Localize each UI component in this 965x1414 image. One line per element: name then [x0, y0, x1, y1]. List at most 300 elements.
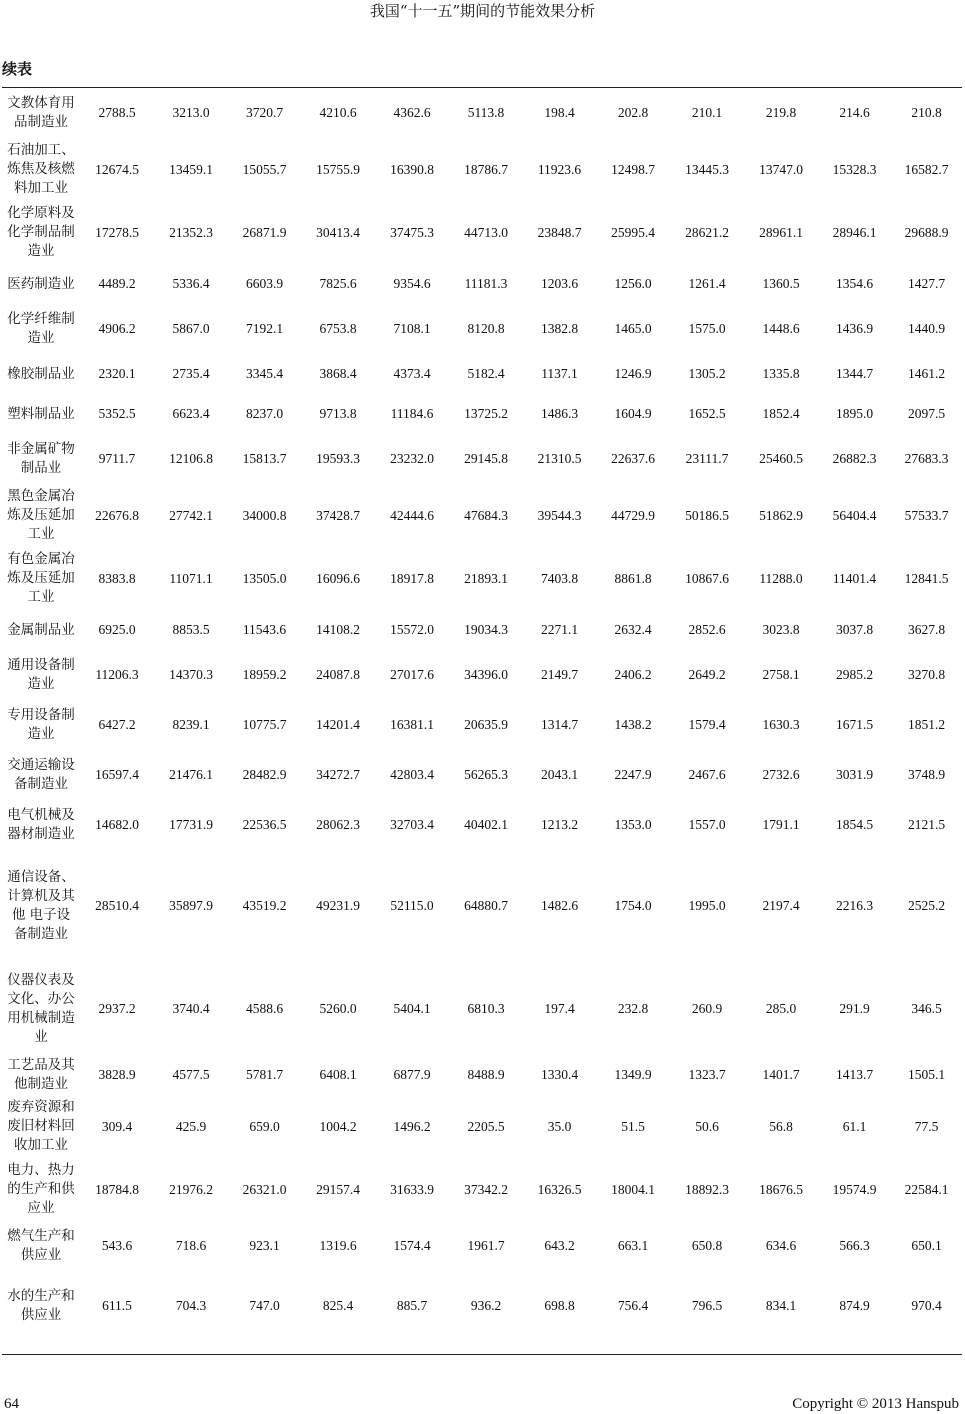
table-cell: 13747.0: [759, 161, 803, 177]
page-number: 64: [4, 1396, 19, 1412]
row-label-line: 制品业: [20, 460, 62, 476]
table-cell: 7403.8: [540, 570, 579, 586]
table-cell: 27683.3: [904, 451, 949, 466]
row-label-line: 造业: [27, 726, 55, 742]
table-cell: 1137.1: [541, 366, 578, 381]
table-cell: 37475.3: [390, 224, 434, 240]
row-label-line: 炼及压延加: [7, 570, 75, 586]
table-cell: 1354.6: [835, 276, 874, 291]
row-label: [2, 962, 80, 1055]
table-cell: 7108.1: [393, 321, 431, 336]
table-cell: 1895.0: [835, 406, 874, 421]
table-cell: 25995.4: [611, 224, 655, 240]
table-cell: 15813.7: [242, 451, 287, 466]
table-cell: 19574.9: [832, 1181, 877, 1197]
row-label: [2, 138, 80, 201]
table-row: [2, 264, 962, 304]
table-cell: 285.0: [765, 1000, 797, 1016]
table-cell: 8120.8: [467, 321, 505, 336]
table-cell: 202.8: [617, 105, 649, 120]
table-cell: 1438.2: [614, 717, 652, 732]
table-cell: 3213.0: [172, 105, 210, 120]
table-row: [2, 547, 962, 610]
table-cell: 1465.0: [614, 321, 652, 336]
row-label-line: 造业: [27, 330, 55, 346]
table-cell: 5867.0: [172, 321, 210, 336]
table-cell: 28961.1: [759, 224, 803, 240]
table-cell: 8239.1: [172, 717, 210, 732]
row-label: [2, 354, 80, 394]
table-cell: 12841.5: [904, 570, 949, 586]
table-cell: 874.9: [839, 1298, 870, 1313]
table-row: [2, 850, 962, 962]
row-label-line: 工艺品及其: [7, 1057, 75, 1073]
table-cell: 34000.8: [242, 507, 287, 523]
table-cell: 704.3: [175, 1298, 207, 1313]
table-cell: 18892.3: [685, 1181, 729, 1197]
row-label: [2, 547, 80, 610]
table-row: [2, 394, 962, 434]
table-cell: 5113.8: [467, 105, 505, 120]
table-cell: 4373.4: [393, 366, 431, 381]
table-cell: 1427.7: [907, 276, 946, 291]
table-cell: 2735.4: [172, 366, 210, 381]
table-cell: 21310.5: [537, 451, 582, 466]
row-label-line: 专用设备制: [7, 707, 75, 723]
table-cell: 1496.2: [393, 1118, 431, 1134]
table-cell: 22637.6: [611, 451, 655, 466]
table-cell: 11288.0: [759, 570, 803, 586]
table-cell: 57533.7: [904, 507, 949, 523]
table-cell: 18784.8: [95, 1181, 139, 1197]
table-cell: 1961.7: [467, 1238, 505, 1253]
table-cell: 15328.3: [832, 161, 877, 177]
table-cell: 26871.9: [242, 224, 287, 240]
table-cell: 50186.5: [685, 507, 729, 523]
table-cell: 13459.1: [169, 161, 213, 177]
table-cell: 25460.5: [759, 451, 803, 466]
table-cell: 2406.2: [614, 667, 652, 682]
row-label-line: 工业: [27, 526, 55, 542]
table-cell: 50.6: [695, 1118, 719, 1134]
table-cell: 9354.6: [393, 276, 431, 291]
table-cell: 5336.4: [172, 276, 210, 291]
table-cell: 834.1: [765, 1298, 797, 1313]
table-cell: 56265.3: [464, 767, 508, 782]
table-cell: 1323.7: [688, 1067, 726, 1082]
table-cell: 11923.6: [537, 161, 582, 177]
table-cell: 796.5: [691, 1298, 723, 1313]
row-label: [2, 800, 80, 850]
table-cell: 210.1: [691, 105, 723, 120]
table-cell: 47684.3: [464, 507, 508, 523]
table-cell: 28062.3: [316, 817, 360, 832]
table-cell: 2216.3: [835, 898, 874, 913]
table-cell: 1353.0: [614, 817, 652, 832]
row-label-line: 造业: [27, 676, 55, 692]
table-cell: 1349.9: [614, 1067, 652, 1082]
table-cell: 17278.5: [95, 224, 139, 240]
table-cell: 11206.3: [95, 667, 139, 682]
table-cell: 1246.9: [614, 366, 652, 381]
row-label: [2, 750, 80, 800]
table-cell: 18917.8: [390, 570, 434, 586]
row-label-line: 黑色金属冶: [7, 488, 75, 504]
table-cell: 3627.8: [907, 622, 946, 637]
table-cell: 1319.6: [319, 1238, 357, 1253]
table-row: [2, 354, 962, 394]
row-label-line: 备制造业: [14, 776, 68, 792]
row-label-line: 化学纤维制: [7, 311, 75, 327]
table-cell: 3740.4: [172, 1000, 210, 1016]
table-cell: 4577.5: [172, 1067, 210, 1082]
table-cell: 11181.3: [464, 276, 508, 291]
table-cell: 22584.1: [904, 1181, 949, 1197]
table-cell: 5260.0: [319, 1000, 357, 1016]
table-cell: 2121.5: [907, 817, 946, 832]
table-row: [2, 962, 962, 1055]
table-cell: 6753.8: [319, 321, 357, 336]
table-cell: 43519.2: [242, 898, 287, 913]
table-cell: 21476.1: [169, 767, 213, 782]
table-cell: 1382.8: [540, 321, 579, 336]
table-cell: 885.7: [396, 1298, 428, 1313]
table-cell: 566.3: [839, 1238, 870, 1253]
table-cell: 23232.0: [390, 451, 434, 466]
running-header-title: 我国“十一五”期间的节能效果分析: [369, 2, 596, 20]
table-cell: 718.6: [175, 1238, 207, 1253]
row-label: [2, 1095, 80, 1158]
row-label-line: 炼及压延加: [7, 507, 75, 523]
table-cell: 23111.7: [685, 451, 729, 466]
row-label-line: 金属制品业: [7, 621, 75, 638]
table-cell: 1314.7: [540, 717, 579, 732]
table-cell: 7825.6: [319, 276, 357, 291]
table-cell: 4210.6: [319, 105, 357, 120]
table-row: [2, 700, 962, 750]
table-cell: 2197.4: [762, 898, 800, 913]
table-cell: 1575.0: [688, 321, 726, 336]
table-cell: 8861.8: [614, 570, 652, 586]
table-cell: 2247.9: [614, 767, 652, 782]
table-cell: 1360.5: [762, 276, 800, 291]
table-cell: 2732.6: [762, 767, 800, 782]
table-cell: 6427.2: [98, 717, 136, 732]
table-cell: 61.1: [842, 1118, 867, 1134]
table-cell: 1652.5: [688, 406, 726, 421]
table-cell: 1482.6: [540, 898, 579, 913]
table-cell: 1851.2: [907, 717, 946, 732]
row-label-line: 仪器仪表及: [7, 971, 75, 988]
table-cell: 634.6: [765, 1238, 797, 1253]
row-label-line: 化学原料及: [7, 205, 75, 221]
table-cell: 29157.4: [316, 1181, 360, 1197]
table-row: [2, 1221, 962, 1271]
table-cell: 64880.7: [464, 898, 508, 913]
table-cell: 19593.3: [316, 451, 360, 466]
table-cell: 1461.2: [907, 366, 946, 381]
table-cell: 13505.0: [242, 570, 287, 586]
table-cell: 1630.3: [762, 717, 800, 732]
row-label-line: 供应业: [20, 1247, 62, 1263]
row-label: [2, 1055, 80, 1095]
table-cell: 346.5: [911, 1000, 942, 1016]
row-label-line: 电气机械及: [7, 807, 75, 823]
table-cell: 6877.9: [393, 1067, 431, 1082]
table-cell: 5781.7: [245, 1067, 284, 1082]
table-cell: 4489.2: [98, 276, 136, 291]
table-cell: 18004.1: [611, 1181, 655, 1197]
table-cell: 37428.7: [316, 507, 360, 523]
table-cell: 34396.0: [464, 667, 508, 682]
table-cell: 3828.9: [98, 1067, 136, 1082]
table-bottom-rule: [2, 1354, 962, 1355]
table-cell: 8488.9: [467, 1067, 505, 1082]
row-label-line: 计算机及其: [7, 888, 75, 904]
table-cell: 16390.8: [390, 161, 434, 177]
table-cell: 1413.7: [835, 1067, 874, 1082]
row-label-line: 备制造业: [14, 926, 68, 942]
table-cell: 29688.9: [904, 224, 949, 240]
table-cell: 39544.3: [537, 507, 582, 523]
row-label-line: 水的生产和: [7, 1288, 75, 1304]
table-cell: 197.4: [544, 1000, 575, 1016]
table-row: [2, 650, 962, 700]
row-label-line: 废旧材料回: [7, 1118, 75, 1134]
table-cell: 42803.4: [390, 767, 434, 782]
table-row: [2, 1158, 962, 1221]
table-cell: 6810.3: [467, 1000, 505, 1016]
row-label-line: 电力、热力: [7, 1162, 75, 1178]
table-cell: 16597.4: [95, 767, 139, 782]
row-label: [2, 1221, 80, 1271]
row-label-line: 文化、办公: [7, 990, 75, 1007]
row-label-line: 的生产和供: [7, 1181, 75, 1197]
table-cell: 21352.3: [169, 224, 213, 240]
table-cell: 15755.9: [316, 161, 360, 177]
row-label: [2, 88, 80, 138]
table-row: [2, 304, 962, 354]
table-cell: 7192.1: [245, 321, 284, 336]
row-label-line: 他 电子设: [11, 907, 71, 923]
table-cell: 756.4: [617, 1298, 649, 1313]
table-cell: 643.2: [544, 1238, 575, 1253]
table-cell: 214.6: [839, 105, 870, 120]
table-cell: 21893.1: [464, 570, 508, 586]
table-cell: 2632.4: [614, 622, 652, 637]
table-cell: 37342.2: [464, 1181, 508, 1197]
table-cell: 4362.6: [393, 105, 431, 120]
table-cell: 309.4: [101, 1118, 133, 1134]
table-cell: 18676.5: [759, 1181, 803, 1197]
table-cell: 22536.5: [242, 817, 287, 832]
table-cell: 1330.4: [540, 1067, 579, 1082]
table-cell: 11401.4: [832, 570, 877, 586]
table-cell: 4906.2: [98, 321, 136, 336]
table-cell: 1335.8: [762, 366, 800, 381]
table-cell: 44729.9: [611, 507, 655, 523]
row-label-line: 收加工业: [14, 1137, 68, 1153]
table-cell: 5404.1: [393, 1000, 431, 1016]
table-cell: 2525.2: [907, 898, 946, 913]
table-cell: 825.4: [322, 1298, 354, 1313]
table-cell: 260.9: [691, 1000, 723, 1016]
table-row: [2, 750, 962, 800]
row-label-line: 交通运输设: [7, 757, 75, 773]
table-cell: 51862.9: [759, 507, 803, 523]
row-label-line: 他制造业: [14, 1076, 68, 1092]
table-cell: 12106.8: [169, 451, 213, 466]
table-cell: 14370.3: [169, 667, 213, 682]
row-label: [2, 434, 80, 484]
row-label: [2, 850, 80, 962]
table-cell: 6603.9: [245, 276, 284, 291]
table-cell: 1557.0: [688, 817, 726, 832]
table-cell: 28946.1: [832, 224, 877, 240]
table-cell: 2649.2: [688, 667, 726, 682]
row-label: [2, 304, 80, 354]
row-label-line: 炼焦及核燃: [7, 161, 75, 177]
table-cell: 17731.9: [169, 817, 213, 832]
table-cell: 10867.6: [685, 570, 729, 586]
table-cell: 19034.3: [464, 622, 508, 637]
table-cell: 198.4: [544, 105, 575, 120]
table-row: [2, 434, 962, 484]
table-cell: 1004.2: [319, 1118, 357, 1134]
row-label-line: 用机械制造: [7, 1009, 75, 1026]
table-cell: 232.8: [617, 1000, 649, 1016]
table-cell: 18786.7: [464, 161, 508, 177]
table-cell: 28510.4: [95, 898, 139, 913]
row-label-line: 非金属矿物: [7, 441, 75, 457]
table-cell: 18959.2: [242, 667, 287, 682]
table-cell: 5352.5: [98, 406, 136, 421]
table-cell: 3868.4: [319, 366, 357, 381]
table-cell: 14108.2: [316, 622, 360, 637]
table-cell: 747.0: [249, 1298, 280, 1313]
row-label-line: 应业: [27, 1200, 55, 1216]
table-cell: 1995.0: [688, 898, 726, 913]
table-cell: 2985.2: [835, 667, 874, 682]
table-cell: 77.5: [914, 1118, 939, 1134]
table-cell: 1604.9: [614, 406, 652, 421]
table-cell: 14201.4: [316, 717, 360, 732]
table-cell: 3270.8: [907, 667, 946, 682]
table-cell: 24087.8: [316, 667, 360, 682]
table-cell: 1305.2: [688, 366, 726, 381]
table-cell: 698.8: [544, 1298, 575, 1313]
table-cell: 2205.5: [467, 1118, 505, 1134]
row-label: [2, 394, 80, 434]
table-cell: 291.9: [839, 1000, 870, 1016]
table-cell: 9713.8: [319, 406, 357, 421]
table-cell: 6408.1: [319, 1067, 357, 1082]
table-cell: 28482.9: [242, 767, 287, 782]
row-label: [2, 264, 80, 304]
table-cell: 1256.0: [614, 276, 652, 291]
table-cell: 425.9: [175, 1118, 207, 1134]
table-cell: 10775.7: [242, 717, 287, 732]
table-row: [2, 610, 962, 650]
row-label-line: 橡胶制品业: [7, 365, 75, 382]
table-cell: 1261.4: [688, 276, 726, 291]
row-label: [2, 610, 80, 650]
table-cell: 543.6: [101, 1238, 133, 1253]
table-cell: 2467.6: [688, 767, 726, 782]
table-cell: 51.5: [621, 1118, 645, 1134]
table-cell: 2271.1: [540, 622, 579, 637]
row-label: [2, 201, 80, 264]
table-cell: 12674.5: [95, 161, 139, 177]
table-cell: 16096.6: [316, 570, 360, 586]
table-cell: 1852.4: [762, 406, 800, 421]
table-cell: 1791.1: [762, 817, 800, 832]
table-cell: 650.8: [691, 1238, 723, 1253]
table-cell: 27742.1: [169, 507, 213, 523]
row-label-line: 塑料制品业: [7, 405, 75, 422]
table-cell: 26321.0: [242, 1181, 287, 1197]
table-cell: 13725.2: [464, 406, 508, 421]
table-cell: 210.8: [911, 105, 942, 120]
row-label-line: 医药制造业: [7, 275, 75, 292]
table-cell: 15572.0: [390, 622, 434, 637]
table-cell: 8237.0: [245, 406, 284, 421]
table-cell: 1213.2: [540, 817, 579, 832]
table-cell: 49231.9: [316, 898, 360, 913]
table-cell: 2097.5: [907, 406, 946, 421]
table-cell: 4588.6: [245, 1000, 284, 1016]
table-cell: 30413.4: [316, 224, 360, 240]
table-cell: 42444.6: [390, 507, 434, 523]
table-cell: 936.2: [470, 1298, 502, 1313]
table-cell: 14682.0: [95, 817, 139, 832]
table-row: [2, 800, 962, 850]
table-cell: 9711.7: [98, 451, 136, 466]
table-cell: 1448.6: [762, 321, 800, 336]
row-label: [2, 1158, 80, 1221]
table-cell: 1486.3: [540, 406, 579, 421]
row-label-line: 供应业: [20, 1307, 62, 1323]
table-cell: 23848.7: [537, 224, 582, 240]
table-cell: 663.1: [617, 1238, 649, 1253]
row-label: [2, 650, 80, 700]
table-row: [2, 88, 962, 138]
table-cell: 3345.4: [245, 366, 284, 381]
table-cell: 1671.5: [835, 717, 874, 732]
table-cell: 3037.8: [835, 622, 874, 637]
table-cell: 28621.2: [685, 224, 729, 240]
row-label-line: 工业: [27, 589, 55, 605]
table-cell: 26882.3: [832, 451, 877, 466]
table-cell: 22676.8: [95, 507, 139, 523]
table-cell: 32703.4: [390, 817, 434, 832]
row-label-line: 文教体育用: [7, 95, 75, 111]
table-cell: 8853.5: [172, 622, 210, 637]
table-cell: 5182.4: [467, 366, 505, 381]
table-cell: 16582.7: [904, 161, 949, 177]
table-cell: 11184.6: [390, 406, 434, 421]
table-cell: 31633.9: [390, 1181, 434, 1197]
table-cell: 1854.5: [835, 817, 874, 832]
table-row: [2, 201, 962, 264]
table-cell: 659.0: [249, 1118, 280, 1134]
table-cell: 1436.9: [835, 321, 874, 336]
table-cell: 12498.7: [611, 161, 655, 177]
row-label-line: 业: [34, 1028, 48, 1045]
table-cell: 1401.7: [762, 1067, 800, 1082]
table-cell: 2758.1: [762, 667, 800, 682]
table-cell: 2149.7: [540, 667, 579, 682]
